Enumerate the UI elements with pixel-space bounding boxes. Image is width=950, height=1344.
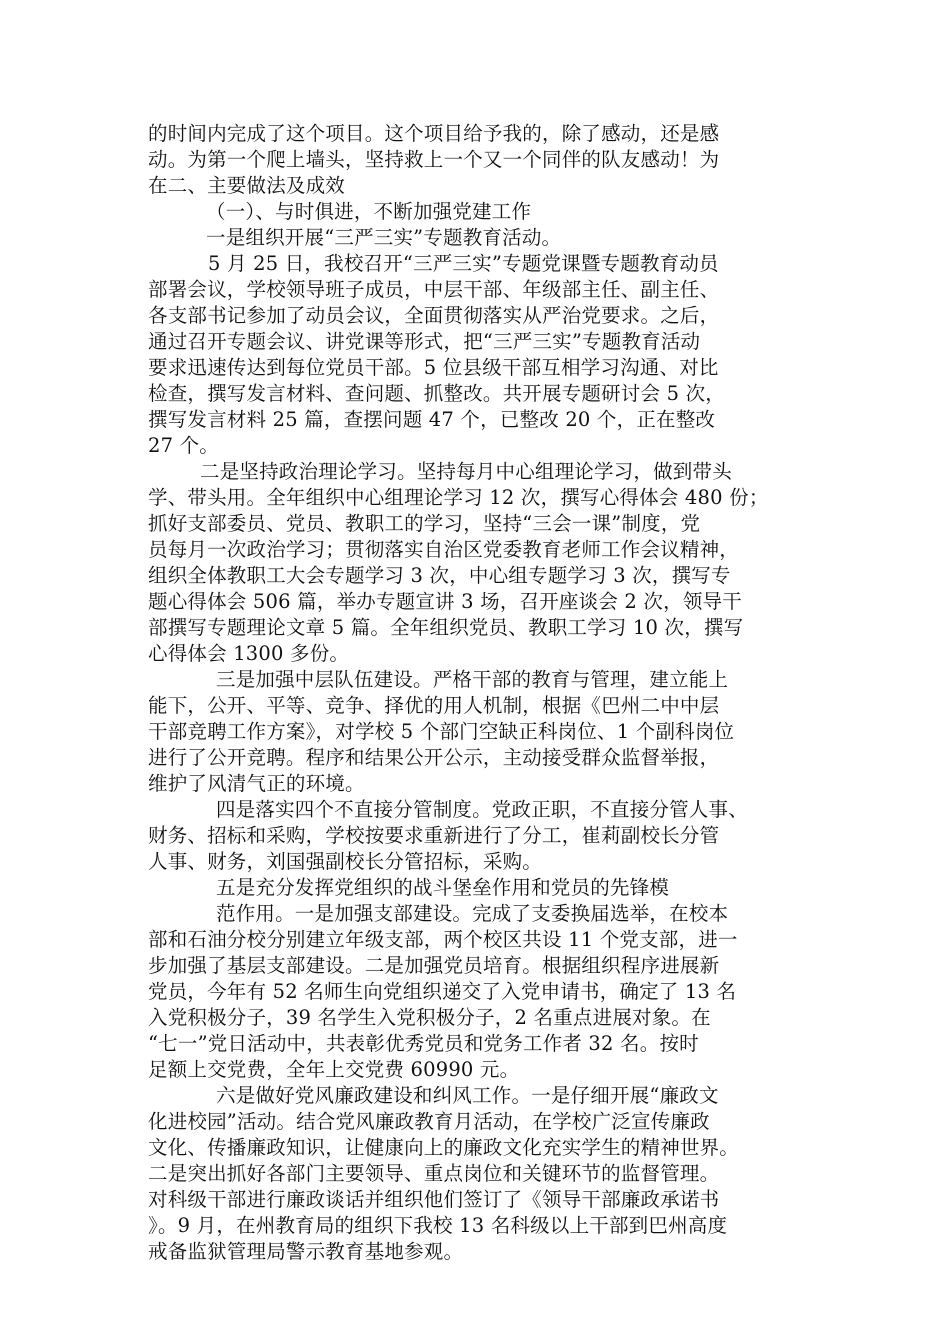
text-line: 27 个。 — [148, 434, 220, 457]
text-line: 部撰写专题理论文章 5 篇。全年组织党员、教职工学习 10 次，撰写 — [148, 616, 744, 639]
text-line: 5 月 25 日，我校召开“三严三实”专题党课暨专题教育动员 — [208, 252, 719, 275]
text-line: 六是做好党风廉政建设和纠风工作。一是仔细开展“廉政文 — [216, 1084, 719, 1107]
text-line: 干部竞聘工作方案》，对学校 5 个部门空缺正科岗位、1 个副科岗位 — [148, 720, 735, 743]
text-line: 二是坚持政治理论学习。坚持每月中心组理论学习，做到带头 — [200, 460, 732, 483]
text-line: 四是落实四个不直接分管制度。党政正职，不直接分管人事、 — [216, 798, 748, 821]
text-line: 党员，今年有 52 名师生向党组织递交了入党申请书，确定了 13 名 — [148, 980, 737, 1003]
text-line: 五是充分发挥党组织的战斗堡垒作用和党员的先锋模 — [216, 876, 670, 899]
text-line: 文化、传播廉政知识，让健康向上的廉政文化充实学生的精神世界。 — [148, 1136, 740, 1159]
text-line: 能下，公开、平等、竞争、择优的用人机制，根据《巴州二中中层 — [148, 694, 720, 717]
text-line: 心得体会 1300 多份。 — [148, 642, 350, 665]
text-line: 员每月一次政治学习；贯彻落实自治区党委教育老师工作会议精神， — [148, 538, 740, 561]
text-line: 二是突出抓好各部门主要领导、重点岗位和关键环节的监督管理。 — [148, 1162, 720, 1185]
text-line: 维护了风清气正的环境。 — [148, 772, 365, 795]
text-line: 通过召开专题会议、讲党课等形式，把“三严三实”专题教育活动 — [148, 330, 701, 353]
text-line: 抓好支部委员、党员、教职工的学习，坚持“三会一课”制度，党 — [148, 512, 701, 535]
text-line: 人事、财务，刘国强副校长分管招标，采购。 — [148, 850, 543, 873]
text-line: 检查，撰写发言材料、查问题、抓整改。共开展专题研讨会 5 次， — [148, 382, 726, 405]
text-line: 部署会议，学校领导班子成员，中层干部、年级部主任、副主任、 — [148, 278, 720, 301]
text-line: 学、带头用。全年组织中心组理论学习 12 次，撰写心得体会 480 份； — [148, 486, 769, 509]
text-line: 撰写发言材料 25 篇，查摆问题 47 个，已整改 20 个，正在整改 — [148, 408, 716, 431]
subsection-heading: （一）、与时俱进，不断加强党建工作 — [206, 200, 532, 223]
text-line: 财务、招标和采购，学校按要求重新进行了分工，崔莉副校长分管 — [148, 824, 720, 847]
text-line: 步加强了基层支部建设。二是加强党员培育。根据组织程序进展新 — [148, 954, 720, 977]
text-line: 题心得体会 506 篇，举办专题宣讲 3 场，召开座谈会 2 次，领导干 — [148, 590, 742, 613]
text-line: 化进校园”活动。结合党风廉政教育月活动，在学校广泛宣传廉政 — [148, 1110, 710, 1133]
text-line: 组织全体教职工大会专题学习 3 次，中心组专题学习 3 次，撰写专 — [148, 564, 731, 587]
text-line: 动。为第一个爬上墙头，坚持救上一个又一个同伴的队友感动！为 — [148, 148, 720, 171]
text-line: 戒备监狱管理局警示教育基地参观。 — [148, 1240, 464, 1263]
text-line: 要求迅速传达到每位党员干部。5 位县级干部互相学习沟通、对比 — [148, 356, 719, 379]
text-line: 的时间内完成了这个项目。这个项目给予我的，除了感动，还是感 — [148, 122, 720, 145]
text-line: 范作用。一是加强支部建设。完成了支委换届选举，在校本 — [216, 902, 729, 925]
text-line: 对科级干部进行廉政谈话并组织他们签订了《领导干部廉政承诺书 — [148, 1188, 720, 1211]
text-line: 入党积极分子，39 名学生入党积极分子，2 名重点进展对象。在 — [148, 1006, 711, 1029]
item-heading: 一是组织开展“三严三实”专题教育活动。 — [206, 226, 562, 249]
text-line: 》。9 月，在州教育局的组织下我校 13 名科级以上干部到巴州高度 — [148, 1214, 728, 1237]
text-line: “七一”党日活动中，共表彰优秀党员和党务工作者 32 名。按时 — [148, 1032, 699, 1055]
text-line: 各支部书记参加了动员会议，全面贯彻落实从严治党要求。之后， — [148, 304, 720, 327]
document-body — [148, 121, 828, 1265]
text-line: 部和石油分校分别建立年级支部，两个校区共设 11 个党支部，进一 — [148, 928, 738, 951]
text-line: 三是加强中层队伍建设。严格干部的教育与管理，建立能上 — [216, 668, 729, 691]
text-line: 足额上交党费，全年上交党费 60990 元。 — [148, 1058, 520, 1081]
section-heading: 在二、主要做法及成效 — [148, 174, 346, 197]
text-line: 进行了公开竞聘。程序和结果公开公示，主动接受群众监督举报， — [148, 746, 720, 769]
